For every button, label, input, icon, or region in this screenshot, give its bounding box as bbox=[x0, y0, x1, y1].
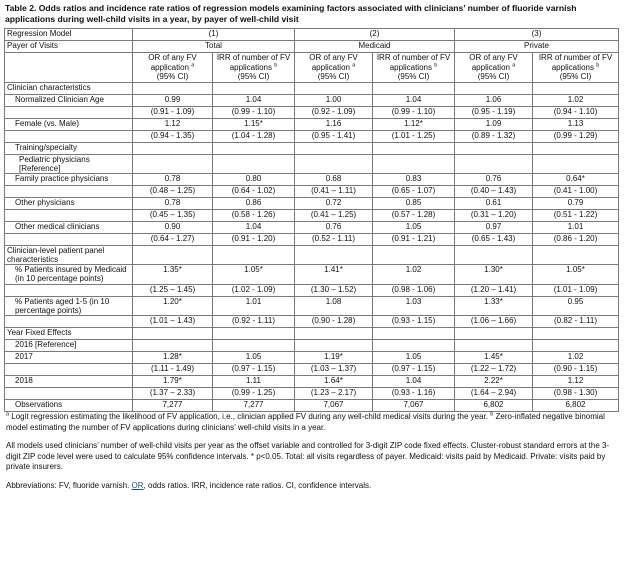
empty-cell bbox=[295, 340, 373, 352]
column-header-irr-text: IRR of number of FV applications bbox=[376, 53, 451, 72]
empty-cell bbox=[5, 185, 133, 197]
row-label: Family practice physicians bbox=[5, 173, 133, 185]
empty-cell bbox=[5, 364, 133, 376]
column-header-or-3 bbox=[455, 53, 533, 83]
empty-cell bbox=[5, 316, 133, 328]
estimate-cell: 1.05 bbox=[373, 221, 455, 233]
estimate-cell: 1.05 bbox=[373, 352, 455, 364]
footnote-abbreviations bbox=[6, 481, 620, 492]
ci-cell: (1.23 – 2.17) bbox=[295, 388, 373, 400]
estimate-cell: 1.41* bbox=[295, 265, 373, 284]
estimate-cell: 1.11 bbox=[213, 376, 295, 388]
table-row bbox=[5, 154, 619, 173]
estimate-cell: 1.00 bbox=[295, 94, 373, 106]
ci-cell: (1.30 – 1.52) bbox=[295, 284, 373, 296]
ci-cell: (0.99 - 1.25) bbox=[213, 388, 295, 400]
estimate-cell: 7,277 bbox=[133, 400, 213, 412]
ci-cell: (0.95 - 1.41) bbox=[295, 130, 373, 142]
table-row bbox=[5, 340, 619, 352]
estimate-cell: 1.02 bbox=[533, 352, 619, 364]
column-header-irr-marker: b bbox=[274, 61, 278, 68]
ci-row bbox=[5, 106, 619, 118]
estimate-cell: 1.79* bbox=[133, 376, 213, 388]
ci-cell: (0.99 - 1.29) bbox=[533, 130, 619, 142]
estimate-cell: 1.12 bbox=[133, 118, 213, 130]
column-header-blank bbox=[5, 53, 133, 83]
estimate-cell: 1.04 bbox=[373, 376, 455, 388]
table-row bbox=[5, 173, 619, 185]
ci-cell: (1.01 - 1.09) bbox=[533, 284, 619, 296]
estimate-cell: 1.03 bbox=[373, 296, 455, 315]
estimate-cell: 0.99 bbox=[133, 94, 213, 106]
table-notes bbox=[4, 412, 620, 491]
empty-cell bbox=[533, 328, 619, 340]
empty-cell bbox=[5, 233, 133, 245]
column-header-or-ci: (95% CI) bbox=[477, 72, 510, 81]
table-row bbox=[5, 265, 619, 284]
ci-cell: (0.65 - 1.43) bbox=[455, 233, 533, 245]
ci-cell: (0.97 - 1.15) bbox=[373, 364, 455, 376]
row-label: % Patients insured by Medicaid (in 10 percentage points) bbox=[5, 265, 133, 284]
ci-cell: (1.03 – 1.37) bbox=[295, 364, 373, 376]
ci-cell: (1.06 – 1.66) bbox=[455, 316, 533, 328]
ci-cell: (0.65 - 1.07) bbox=[373, 185, 455, 197]
ci-cell: (1.20 – 1.41) bbox=[455, 284, 533, 296]
column-header-or-text: OR of any FV application bbox=[148, 53, 197, 72]
empty-cell bbox=[455, 328, 533, 340]
estimate-cell: 6,802 bbox=[455, 400, 533, 412]
ci-cell: (0.93 - 1.15) bbox=[373, 316, 455, 328]
ci-row bbox=[5, 316, 619, 328]
estimate-cell: 1.15* bbox=[213, 118, 295, 130]
footnote-methods: All models used clinicians’ number of well-child visits per year as the offset variable and controlled for 3-digit ZIP code fixed effects. Cluster-robust standard errors at the 3-digit ZIP code level were used to calculate 95% confidence intervals. * p<0.05. Total: all visits regardless of payer. Medicaid: visits paid by Medicaid. Private: visits paid by private insurers. bbox=[6, 441, 610, 471]
estimate-cell: 0.95 bbox=[533, 296, 619, 315]
empty-cell bbox=[133, 142, 213, 154]
abbrev-pre: Abbreviations: FV, fluoride varnish. bbox=[6, 480, 132, 490]
row-label: 2018 bbox=[5, 376, 133, 388]
ci-cell: (0.64 - 1.27) bbox=[133, 233, 213, 245]
estimate-cell: 1.19* bbox=[295, 352, 373, 364]
table-row bbox=[5, 94, 619, 106]
ci-row bbox=[5, 233, 619, 245]
model-3-label: (3) bbox=[455, 29, 619, 41]
header-row-columns bbox=[5, 53, 619, 83]
estimate-cell: 0.61 bbox=[455, 197, 533, 209]
empty-cell bbox=[455, 245, 533, 264]
empty-cell bbox=[373, 154, 455, 173]
ci-cell: (0.82 - 1.11) bbox=[533, 316, 619, 328]
estimate-cell: 2.22* bbox=[455, 376, 533, 388]
ci-cell: (0.92 - 1.09) bbox=[295, 106, 373, 118]
estimate-cell: 0.76 bbox=[455, 173, 533, 185]
table-row bbox=[5, 197, 619, 209]
row-label: Normalized Clinician Age bbox=[5, 94, 133, 106]
estimate-cell: 0.78 bbox=[133, 173, 213, 185]
estimate-cell: 1.04 bbox=[213, 221, 295, 233]
ci-row bbox=[5, 209, 619, 221]
estimate-cell: 1.02 bbox=[533, 94, 619, 106]
ci-cell: (0.40 – 1.43) bbox=[455, 185, 533, 197]
ci-cell: (0.41 – 1.25) bbox=[295, 209, 373, 221]
ci-cell: (0.94 - 1.10) bbox=[533, 106, 619, 118]
estimate-cell: 7,277 bbox=[213, 400, 295, 412]
empty-cell bbox=[5, 130, 133, 142]
row-label: Other medical clinicians bbox=[5, 221, 133, 233]
header-row-payer bbox=[5, 41, 619, 53]
estimate-cell: 0.68 bbox=[295, 173, 373, 185]
empty-cell bbox=[133, 328, 213, 340]
column-header-or-ci: (95% CI) bbox=[156, 72, 189, 81]
ci-cell: (0.52 - 1.11) bbox=[295, 233, 373, 245]
ci-cell: (0.48 – 1.25) bbox=[133, 185, 213, 197]
section-row bbox=[5, 328, 619, 340]
empty-cell bbox=[295, 82, 373, 94]
abbrev-post: , odds ratios. IRR, incidence rate ratios. CI, confidence intervals. bbox=[143, 480, 372, 490]
estimate-cell: 0.80 bbox=[213, 173, 295, 185]
estimate-cell: 1.01 bbox=[533, 221, 619, 233]
column-header-or-text: OR of any FV application bbox=[469, 53, 518, 72]
column-header-or-marker: a bbox=[512, 61, 516, 68]
empty-cell bbox=[455, 142, 533, 154]
empty-cell bbox=[373, 340, 455, 352]
estimate-cell: 0.83 bbox=[373, 173, 455, 185]
empty-cell bbox=[213, 142, 295, 154]
table-row bbox=[5, 376, 619, 388]
empty-cell bbox=[533, 340, 619, 352]
empty-cell bbox=[373, 245, 455, 264]
estimate-cell: 1.05* bbox=[533, 265, 619, 284]
section-panel-characteristics: Clinician-level patient panel characteristics bbox=[5, 245, 133, 264]
column-header-or-2 bbox=[295, 53, 373, 83]
ci-cell: (0.57 - 1.28) bbox=[373, 209, 455, 221]
empty-cell bbox=[213, 245, 295, 264]
estimate-cell: 1.06 bbox=[455, 94, 533, 106]
row-label: 2016 [Reference] bbox=[5, 340, 133, 352]
footnote-b-text: Zero-inflated negative binomial model estimating the number of FV applications during clinicians’ well-child visits in a year. bbox=[6, 412, 605, 432]
ci-cell: (1.01 – 1.43) bbox=[133, 316, 213, 328]
row-label: 2017 bbox=[5, 352, 133, 364]
column-header-irr-3 bbox=[533, 53, 619, 83]
ci-row bbox=[5, 364, 619, 376]
empty-cell bbox=[373, 82, 455, 94]
row-label: % Patients aged 1-5 (in 10 percentage points) bbox=[5, 296, 133, 315]
empty-cell bbox=[133, 154, 213, 173]
empty-cell bbox=[5, 209, 133, 221]
ci-cell: (1.37 – 2.33) bbox=[133, 388, 213, 400]
empty-cell bbox=[373, 328, 455, 340]
estimate-cell: 1.04 bbox=[373, 94, 455, 106]
ci-cell: (0.92 - 1.11) bbox=[213, 316, 295, 328]
empty-cell bbox=[455, 340, 533, 352]
empty-cell bbox=[133, 340, 213, 352]
ci-cell: (0.64 - 1.02) bbox=[213, 185, 295, 197]
ci-cell: (1.02 - 1.09) bbox=[213, 284, 295, 296]
estimate-cell: 1.45* bbox=[455, 352, 533, 364]
ci-row bbox=[5, 284, 619, 296]
estimate-cell: 6,802 bbox=[533, 400, 619, 412]
regression-table bbox=[4, 28, 619, 412]
ci-cell: (1.04 - 1.28) bbox=[213, 130, 295, 142]
estimate-cell: 7,067 bbox=[373, 400, 455, 412]
estimate-cell: 1.08 bbox=[295, 296, 373, 315]
footnote-a-text: Logit regression estimating the likelihood of FV application, i.e., clinician applied FV during any well-child medical visits during the year. bbox=[9, 412, 491, 421]
ci-cell: (0.41 - 1.00) bbox=[533, 185, 619, 197]
footnote-b-marker: b bbox=[490, 411, 494, 418]
estimate-cell: 1.33* bbox=[455, 296, 533, 315]
estimate-cell: 1.02 bbox=[373, 265, 455, 284]
column-header-or-marker: a bbox=[191, 61, 195, 68]
footnote-models bbox=[6, 412, 620, 433]
column-header-or-ci: (95% CI) bbox=[317, 72, 350, 81]
ci-cell: (0.94 - 1.35) bbox=[133, 130, 213, 142]
estimate-cell: 0.97 bbox=[455, 221, 533, 233]
column-header-irr-ci: (95% CI) bbox=[397, 72, 430, 81]
column-header-irr-2 bbox=[373, 53, 455, 83]
estimate-cell: 1.05 bbox=[213, 352, 295, 364]
payer-label: Payer of Visits bbox=[5, 41, 133, 53]
row-label: Other physicians bbox=[5, 197, 133, 209]
empty-cell bbox=[133, 82, 213, 94]
empty-cell bbox=[455, 82, 533, 94]
footnote-a-marker: a bbox=[6, 411, 10, 418]
empty-cell bbox=[295, 245, 373, 264]
estimate-cell: 1.13 bbox=[533, 118, 619, 130]
ci-row bbox=[5, 130, 619, 142]
column-header-irr-ci: (95% CI) bbox=[559, 72, 592, 81]
ci-cell: (1.25 – 1.45) bbox=[133, 284, 213, 296]
column-header-irr-ci: (95% CI) bbox=[237, 72, 270, 81]
column-header-irr-text: IRR of number of FV applications bbox=[216, 53, 291, 72]
ci-cell: (0.90 - 1.15) bbox=[533, 364, 619, 376]
estimate-cell: 7,067 bbox=[295, 400, 373, 412]
abbrev-or: OR bbox=[131, 480, 144, 490]
estimate-cell: 1.28* bbox=[133, 352, 213, 364]
ci-cell: (0.97 - 1.15) bbox=[213, 364, 295, 376]
empty-cell bbox=[133, 245, 213, 264]
estimate-cell: 0.85 bbox=[373, 197, 455, 209]
column-header-or-text: OR of any FV application bbox=[309, 53, 358, 72]
ci-row bbox=[5, 388, 619, 400]
estimate-cell: 1.12* bbox=[373, 118, 455, 130]
payer-total: Total bbox=[133, 41, 295, 53]
empty-cell bbox=[533, 245, 619, 264]
estimate-cell: 0.76 bbox=[295, 221, 373, 233]
empty-cell bbox=[213, 154, 295, 173]
estimate-cell: 0.72 bbox=[295, 197, 373, 209]
estimate-cell: 0.78 bbox=[133, 197, 213, 209]
table-row bbox=[5, 221, 619, 233]
ci-cell: (0.95 - 1.19) bbox=[455, 106, 533, 118]
ci-cell: (1.22 – 1.72) bbox=[455, 364, 533, 376]
estimate-cell: 0.64* bbox=[533, 173, 619, 185]
model-2-label: (2) bbox=[295, 29, 455, 41]
empty-cell bbox=[373, 142, 455, 154]
empty-cell bbox=[533, 142, 619, 154]
ci-cell: (0.86 - 1.20) bbox=[533, 233, 619, 245]
ci-cell: (0.99 - 1.10) bbox=[373, 106, 455, 118]
ci-cell: (0.45 – 1.35) bbox=[133, 209, 213, 221]
column-header-or-marker: a bbox=[352, 61, 356, 68]
estimate-cell: 1.09 bbox=[455, 118, 533, 130]
estimate-cell: 1.64* bbox=[295, 376, 373, 388]
estimate-cell: 1.04 bbox=[213, 94, 295, 106]
section-year-fixed-effects: Year Fixed Effects bbox=[5, 328, 133, 340]
column-header-irr-marker: b bbox=[596, 61, 600, 68]
ci-cell: (0.31 – 1.20) bbox=[455, 209, 533, 221]
estimate-cell: 1.20* bbox=[133, 296, 213, 315]
estimate-cell: 1.35* bbox=[133, 265, 213, 284]
row-label: Training/specialty bbox=[5, 142, 133, 154]
section-row bbox=[5, 245, 619, 264]
estimate-cell: 0.90 bbox=[133, 221, 213, 233]
table-title: Table 2. Odds ratios and incidence rate ratios of regression models examining factors associated with clinicians’ number of fluoride varnish applications during well-child visits in a year, by payer of well-child visit bbox=[5, 3, 577, 24]
ci-cell: (0.91 - 1.09) bbox=[133, 106, 213, 118]
estimate-cell: 1.01 bbox=[213, 296, 295, 315]
empty-cell bbox=[213, 82, 295, 94]
ci-cell: (0.91 - 1.20) bbox=[213, 233, 295, 245]
estimate-cell: 1.16 bbox=[295, 118, 373, 130]
ci-cell: (0.93 - 1.16) bbox=[373, 388, 455, 400]
empty-cell bbox=[295, 142, 373, 154]
model-1-label: (1) bbox=[133, 29, 295, 41]
estimate-cell: 0.79 bbox=[533, 197, 619, 209]
ci-cell: (0.58 - 1.26) bbox=[213, 209, 295, 221]
ci-cell: (0.98 - 1.30) bbox=[533, 388, 619, 400]
empty-cell bbox=[455, 154, 533, 173]
ci-cell: (0.41 – 1.11) bbox=[295, 185, 373, 197]
ci-cell: (1.11 - 1.49) bbox=[133, 364, 213, 376]
table-row bbox=[5, 352, 619, 364]
ci-cell: (0.98 - 1.06) bbox=[373, 284, 455, 296]
empty-cell bbox=[213, 340, 295, 352]
table-row bbox=[5, 142, 619, 154]
regression-model-label: Regression Model bbox=[5, 29, 133, 41]
column-header-irr-text: IRR of number of FV applications bbox=[538, 53, 613, 72]
column-header-or-1 bbox=[133, 53, 213, 83]
section-row bbox=[5, 82, 619, 94]
ci-cell: (1.64 – 2.94) bbox=[455, 388, 533, 400]
row-label: Female (vs. Male) bbox=[5, 118, 133, 130]
ci-cell: (1.01 - 1.25) bbox=[373, 130, 455, 142]
payer-private: Private bbox=[455, 41, 619, 53]
row-label: Observations bbox=[5, 400, 133, 412]
empty-cell bbox=[5, 106, 133, 118]
estimate-cell: 1.05* bbox=[213, 265, 295, 284]
ci-row bbox=[5, 185, 619, 197]
column-header-irr-1 bbox=[213, 53, 295, 83]
empty-cell bbox=[533, 82, 619, 94]
empty-cell bbox=[5, 284, 133, 296]
header-row-model bbox=[5, 29, 619, 41]
ci-cell: (0.89 - 1.32) bbox=[455, 130, 533, 142]
estimate-cell: 1.30* bbox=[455, 265, 533, 284]
ci-cell: (0.51 - 1.22) bbox=[533, 209, 619, 221]
ci-cell: (0.99 - 1.10) bbox=[213, 106, 295, 118]
empty-cell bbox=[213, 328, 295, 340]
row-label: Pediatric physicians [Reference] bbox=[5, 154, 133, 173]
payer-medicaid: Medicaid bbox=[295, 41, 455, 53]
estimate-cell: 0.86 bbox=[213, 197, 295, 209]
table-row bbox=[5, 118, 619, 130]
empty-cell bbox=[533, 154, 619, 173]
ci-cell: (0.90 - 1.28) bbox=[295, 316, 373, 328]
ci-cell: (0.91 - 1.21) bbox=[373, 233, 455, 245]
section-clinician-characteristics: Clinician characteristics bbox=[5, 82, 133, 94]
table-row bbox=[5, 400, 619, 412]
empty-cell bbox=[295, 328, 373, 340]
table-row bbox=[5, 296, 619, 315]
column-header-irr-marker: b bbox=[434, 61, 438, 68]
empty-cell bbox=[5, 388, 133, 400]
estimate-cell: 1.12 bbox=[533, 376, 619, 388]
empty-cell bbox=[295, 154, 373, 173]
